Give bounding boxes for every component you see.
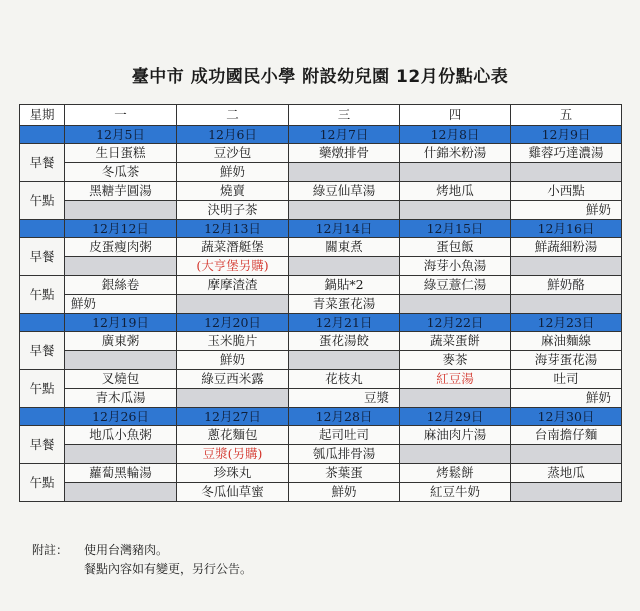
menu-item-cell: 玉米脆片 (177, 332, 289, 351)
date-row-spacer (20, 408, 65, 426)
weekday-tue: 二 (177, 105, 289, 126)
menu-item-cell: 黑糖芋圓湯 (65, 182, 177, 201)
date-cell: 12月7日 (289, 126, 400, 144)
menu-item-cell (289, 201, 400, 220)
date-cell: 12月9日 (511, 126, 622, 144)
menu-item-cell: 綠豆薏仁湯 (400, 276, 511, 295)
breakfast-row (20, 144, 622, 163)
menu-item-cell: 豆漿 (289, 389, 400, 408)
date-cell: 12月29日 (400, 408, 511, 426)
date-cell: 12月30日 (511, 408, 622, 426)
date-cell: 12月26日 (65, 408, 177, 426)
menu-item-cell: 小西點 (511, 182, 622, 201)
weekday-header-label: 星期 (20, 105, 65, 126)
afternoon-row (20, 182, 622, 201)
menu-item-cell (289, 257, 400, 276)
date-row-spacer (20, 314, 65, 332)
menu-item-cell: 皮蛋瘦肉粥 (65, 238, 177, 257)
menu-item-cell (400, 295, 511, 314)
notes (32, 541, 252, 579)
date-cell: 12月6日 (177, 126, 289, 144)
date-row-spacer (20, 220, 65, 238)
menu-item-cell: 鮮奶 (289, 483, 400, 502)
date-cell: 12月5日 (65, 126, 177, 144)
menu-item-cell: 鮮奶酪 (511, 276, 622, 295)
menu-item-cell: 銀絲卷 (65, 276, 177, 295)
menu-item-cell: 鮮蔬細粉湯 (511, 238, 622, 257)
menu-item-cell (511, 445, 622, 464)
menu-item-cell: 關東煮 (289, 238, 400, 257)
afternoon-row (20, 483, 622, 502)
menu-item-cell (289, 163, 400, 182)
menu-item-cell: 冬瓜仙草蜜 (177, 483, 289, 502)
menu-item-cell: 麥茶 (400, 351, 511, 370)
breakfast-label: 早餐 (20, 238, 65, 276)
date-cell: 12月27日 (177, 408, 289, 426)
date-cell: 12月14日 (289, 220, 400, 238)
menu-item-cell: 決明子茶 (177, 201, 289, 220)
breakfast-label: 早餐 (20, 332, 65, 370)
menu-item-cell: 綠豆仙草湯 (289, 182, 400, 201)
menu-item-cell: 麻油肉片湯 (400, 426, 511, 445)
notes-line-2: 餐點內容如有變更，另行公告。 (84, 562, 253, 576)
menu-item-cell: 藥燉排骨 (289, 144, 400, 163)
menu-item-cell: 豆沙包 (177, 144, 289, 163)
breakfast-row (20, 257, 622, 276)
breakfast-row (20, 445, 622, 464)
date-cell: 12月21日 (289, 314, 400, 332)
afternoon-label: 午點 (20, 182, 65, 220)
notes-line-1: 使用台灣豬肉。 (84, 543, 169, 557)
date-cell: 12月13日 (177, 220, 289, 238)
breakfast-row (20, 163, 622, 182)
menu-item-cell (511, 483, 622, 502)
menu-item-cell (400, 201, 511, 220)
menu-item-cell (65, 351, 177, 370)
menu-item-cell: 鮮奶 (511, 201, 622, 220)
menu-item-cell: 鮮奶 (177, 163, 289, 182)
afternoon-row (20, 464, 622, 483)
date-cell: 12月12日 (65, 220, 177, 238)
menu-item-cell: 烤地瓜 (400, 182, 511, 201)
menu-item-cell: 蘿蔔黑輪湯 (65, 464, 177, 483)
weekday-wed: 三 (289, 105, 400, 126)
menu-item-cell: 花枝丸 (289, 370, 400, 389)
menu-item-cell: 紅豆湯 (400, 370, 511, 389)
menu-item-cell (400, 389, 511, 408)
date-row-spacer (20, 126, 65, 144)
menu-item-cell: 蛋包飯 (400, 238, 511, 257)
menu-item-cell (177, 295, 289, 314)
menu-item-cell: 雞蓉巧達濃湯 (511, 144, 622, 163)
date-cell: 12月22日 (400, 314, 511, 332)
menu-item-cell: 地瓜小魚粥 (65, 426, 177, 445)
date-row (20, 408, 622, 426)
notes-label: 附註： (32, 543, 69, 557)
menu-item-cell: 珍珠丸 (177, 464, 289, 483)
breakfast-label: 早餐 (20, 144, 65, 182)
page-title: 臺中市 成功國民小學 附設幼兒園 12月份點心表 (131, 67, 509, 87)
afternoon-row (20, 389, 622, 408)
menu-item-cell: 燒賣 (177, 182, 289, 201)
header-row (20, 105, 622, 126)
breakfast-row (20, 351, 622, 370)
menu-item-cell (177, 389, 289, 408)
afternoon-row (20, 276, 622, 295)
breakfast-row (20, 426, 622, 445)
menu-item-cell: 鮮奶 (511, 389, 622, 408)
afternoon-label: 午點 (20, 276, 65, 314)
afternoon-row (20, 201, 622, 220)
date-cell: 12月28日 (289, 408, 400, 426)
menu-item-cell: 綠豆西米露 (177, 370, 289, 389)
menu-item-cell: 海芽蛋花湯 (511, 351, 622, 370)
date-row (20, 126, 622, 144)
menu-item-cell (400, 445, 511, 464)
menu-item-cell: 烤鬆餅 (400, 464, 511, 483)
weekday-fri: 五 (511, 105, 622, 126)
menu-item-cell (65, 445, 177, 464)
menu-item-cell: 蔬菜潛艇堡 (177, 238, 289, 257)
menu-item-cell: 摩摩渣渣 (177, 276, 289, 295)
afternoon-label: 午點 (20, 464, 65, 502)
menu-item-cell (511, 257, 622, 276)
date-cell: 12月8日 (400, 126, 511, 144)
menu-item-cell: 冬瓜茶 (65, 163, 177, 182)
menu-item-cell: 海芽小魚湯 (400, 257, 511, 276)
menu-item-cell: 豆漿(另購) (177, 445, 289, 464)
menu-item-cell (65, 201, 177, 220)
afternoon-label: 午點 (20, 370, 65, 408)
menu-item-cell (511, 163, 622, 182)
menu-item-cell: 吐司 (511, 370, 622, 389)
menu-item-cell: 起司吐司 (289, 426, 400, 445)
menu-item-cell: 青木瓜湯 (65, 389, 177, 408)
date-cell: 12月19日 (65, 314, 177, 332)
menu-item-cell: (大亨堡另購) (177, 257, 289, 276)
menu-item-cell: 鍋貼*2 (289, 276, 400, 295)
menu-item-cell: 叉燒包 (65, 370, 177, 389)
menu-item-cell: 蔬菜蛋餅 (400, 332, 511, 351)
menu-item-cell (289, 351, 400, 370)
menu-item-cell: 什錦米粉湯 (400, 144, 511, 163)
date-row (20, 314, 622, 332)
date-cell: 12月15日 (400, 220, 511, 238)
date-row (20, 220, 622, 238)
afternoon-row (20, 295, 622, 314)
menu-item-cell (511, 295, 622, 314)
menu-item-cell (65, 483, 177, 502)
weekday-mon: 一 (65, 105, 177, 126)
menu-item-cell (400, 163, 511, 182)
breakfast-row (20, 332, 622, 351)
date-cell: 12月23日 (511, 314, 622, 332)
menu-item-cell (65, 257, 177, 276)
menu-item-cell: 蒸地瓜 (511, 464, 622, 483)
menu-item-cell: 鮮奶 (177, 351, 289, 370)
menu-item-cell: 麻油麵線 (511, 332, 622, 351)
menu-item-cell: 茶葉蛋 (289, 464, 400, 483)
date-cell: 12月20日 (177, 314, 289, 332)
snack-menu-table (19, 104, 622, 502)
weekday-thu: 四 (400, 105, 511, 126)
afternoon-row (20, 370, 622, 389)
menu-item-cell: 青菜蛋花湯 (289, 295, 400, 314)
breakfast-row (20, 238, 622, 257)
menu-item-cell: 瓠瓜排骨湯 (289, 445, 400, 464)
menu-item-cell: 廣東粥 (65, 332, 177, 351)
menu-item-cell: 鮮奶 (65, 295, 177, 314)
menu-item-cell: 生日蛋糕 (65, 144, 177, 163)
date-cell: 12月16日 (511, 220, 622, 238)
menu-item-cell: 蔥花麵包 (177, 426, 289, 445)
menu-item-cell: 紅豆牛奶 (400, 483, 511, 502)
breakfast-label: 早餐 (20, 426, 65, 464)
menu-item-cell: 蛋花湯餃 (289, 332, 400, 351)
menu-item-cell: 台南擔仔麵 (511, 426, 622, 445)
